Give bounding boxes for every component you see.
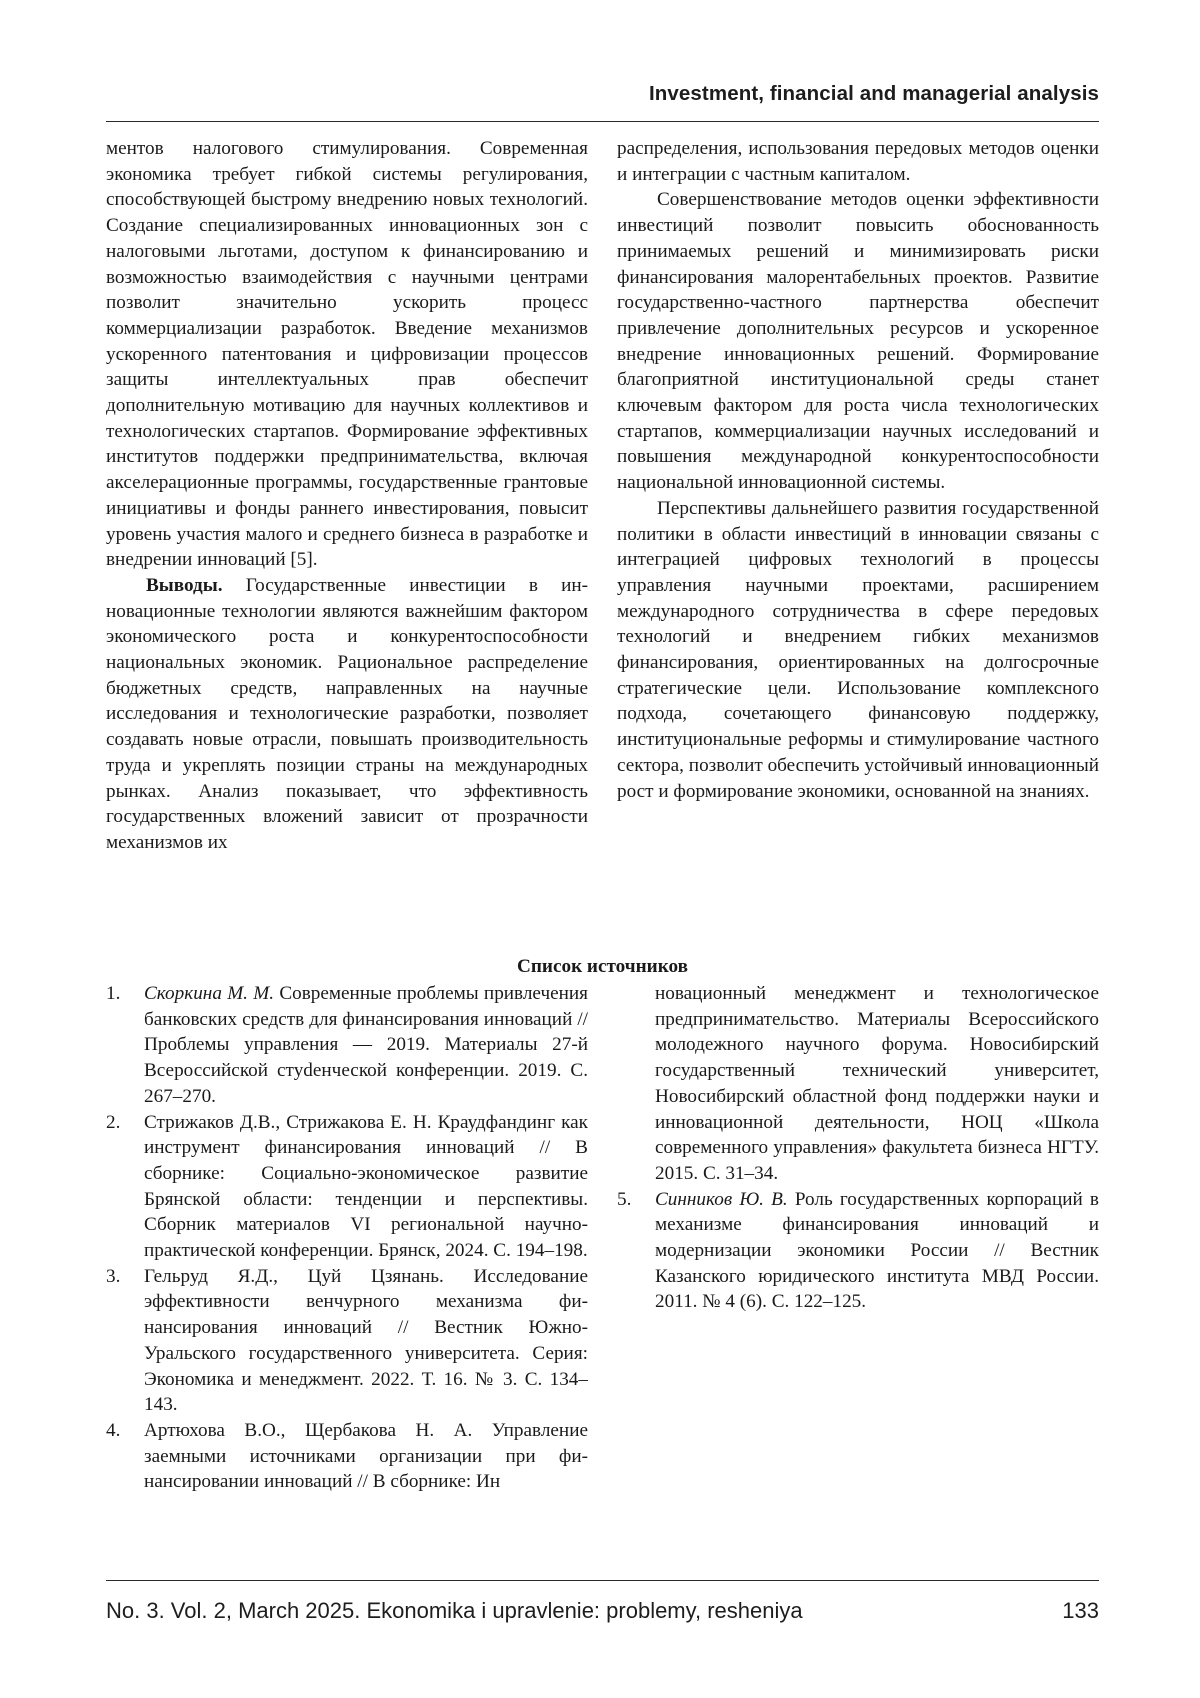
reference-text: Роль государственных корпораций в механизме финансирования инноваций и модернизации экономики России // Вестник Казанского юридического института МВД России. 2011. № 4 (6). С. 122–125.: [655, 1188, 1099, 1313]
header-rule: [106, 121, 1099, 122]
reference-number: 2.: [106, 1111, 121, 1133]
reference-continuation: [617, 981, 1099, 1187]
reference-item: [106, 1418, 588, 1495]
reference-text: Артюхова В.О., Щербакова Н. А. Управление заемными источниками организации при финансировании инноваций // В сборнике: Ин: [144, 1419, 588, 1493]
paragraph: ментов налогового стимулирования. Современная экономика требует гибкой системы регулирования, способствующей быстрому внедрению новых технологий. Создание специализированных инновационных зон с налоговыми льготами, доступом к финансированию и возможностью взаимодействия с научными центрами позволит значительно ускорить процесс коммерциализации разработок. Введение механизмов ускоренного патентования и цифровизации процессов защиты интеллектуальных прав обеспечит дополнительную мотивацию для научных коллективов и технологических стартапов. Формирование эффективных институтов поддержки предпринимательства, включая акселерационные программы, государственные грантовые инициативы и фонды раннего инвестирования, повысит уровень участия малого и среднего бизнеса в разработке и внедрении инноваций [5].: [106, 138, 588, 571]
reference-author: Синников Ю. В.: [655, 1188, 788, 1210]
references-column-right: [617, 981, 1099, 1315]
journal-citation: No. 3. Vol. 2, March 2025. Ekonomika i upravlenie: problemy, resheniya: [106, 1598, 803, 1623]
reference-item: [106, 981, 588, 1110]
reference-text: Гельруд Я.Д., Цуй Цзянань. Исследование эффективности венчурного механизма финансирования инноваций // Вестник Южно-Уральского государственного университета. Серия: Экономика и менеджмент. 2022. Т. 16. № 3. С. 134–143.: [144, 1265, 588, 1416]
reference-number: 4.: [106, 1419, 121, 1441]
paragraph: Перспективы дальнейшего развития государственной политики в области инвестиций в инновации связаны с интеграцией цифровых технологий в процессы управления научными проектами, расширением международного сотрудничества в сфере передовых технологий и внедрением гибких механизмов финансирования, ориентированных на долгосрочные стратегические цели. Использование комплексного подхода, сочетающего финансовую поддержку, институциональные реформы и стимулирование частного сектора, позволит обеспечить устойчивый инновационный рост и формирование экономики, основанной на знаниях.: [617, 497, 1099, 802]
reference-number: 3.: [106, 1265, 121, 1287]
references-title: Список источников: [517, 956, 688, 977]
reference-text: новационный менеджмент и технологическое предпринимательство. Материалы Всероссийского молодежного научного форума. Новосибирский государственный технический университет, Новосибирский областной фонд поддержки науки и инновационной деятельности, НОЦ «Школа современного управления» факультета бизнеса НГТУ. 2015. С. 31–34.: [655, 983, 1099, 1184]
conclusions-paragraph: [106, 573, 588, 856]
page-number: 133: [1062, 1598, 1099, 1623]
conclusions-label: Выводы.: [146, 574, 223, 596]
reference-item: [617, 1187, 1099, 1316]
conclusions-text: Государственные инвестиции в инновационные технологии являются важнейшим фактором экономического роста и конкурентоспособности национальных экономик. Рациональное распределение бюджетных средств, направленных на научные исследования и технологические разработки, позволяет создавать новые отрасли, повышать производительность труда и укреплять позиции страны на международных рынках. Анализ показывает, что эффективность государственных вложений зависит от прозрачности механизмов их: [106, 574, 588, 853]
reference-text: Современные проблемы привлечения банковских средств для финансирования инноваций // Проблемы управления — 2019. Материалы 27-й Всероссийской стуdенческой конференции. 2019. С. 267–270.: [144, 983, 588, 1107]
reference-text: Стрижаков Д.В., Стрижакова Е. Н. Краудфандинг как инструмент финансирования инноваций // В сборнике: Социально-экономическое развитие Брянской области: тенденции и перспективы. Сборник материалов VI региональной научно-практической конференции. Брянск, 2024. С. 194–198.: [144, 1111, 588, 1262]
reference-item: [106, 1110, 588, 1264]
reference-number: 5.: [617, 1188, 632, 1210]
footer-rule: [106, 1580, 1099, 1581]
reference-author: Скоркина М. М.: [144, 983, 275, 1004]
paragraph: распределения, использования передовых методов оценки и интеграции с частным капиталом.: [617, 138, 1099, 185]
page-footer: [106, 1598, 1099, 1624]
paragraph: Совершенствование методов оценки эффективности инвестиций позволит повысить обоснованность принимаемых решений и минимизировать риски финансирования малорентабельных проектов. Развитие государственно-частного партнерства обеспечит привлечение дополнительных ресурсов и ускоренное внедрение инновационных решений. Формирование благоприятной институциональной среды станет ключевым фактором для роста числа технологических стартапов, коммерциализации научных исследований и повышения международной конкурентоспособности национальной инновационной системы.: [617, 189, 1099, 494]
body-column-right: [617, 136, 1099, 804]
body-column-left: [106, 136, 588, 856]
reference-item: [106, 1264, 588, 1418]
references-column-left: [106, 981, 588, 1495]
reference-number: 1.: [106, 983, 121, 1004]
running-header: Investment, financial and managerial analysis: [649, 82, 1099, 105]
